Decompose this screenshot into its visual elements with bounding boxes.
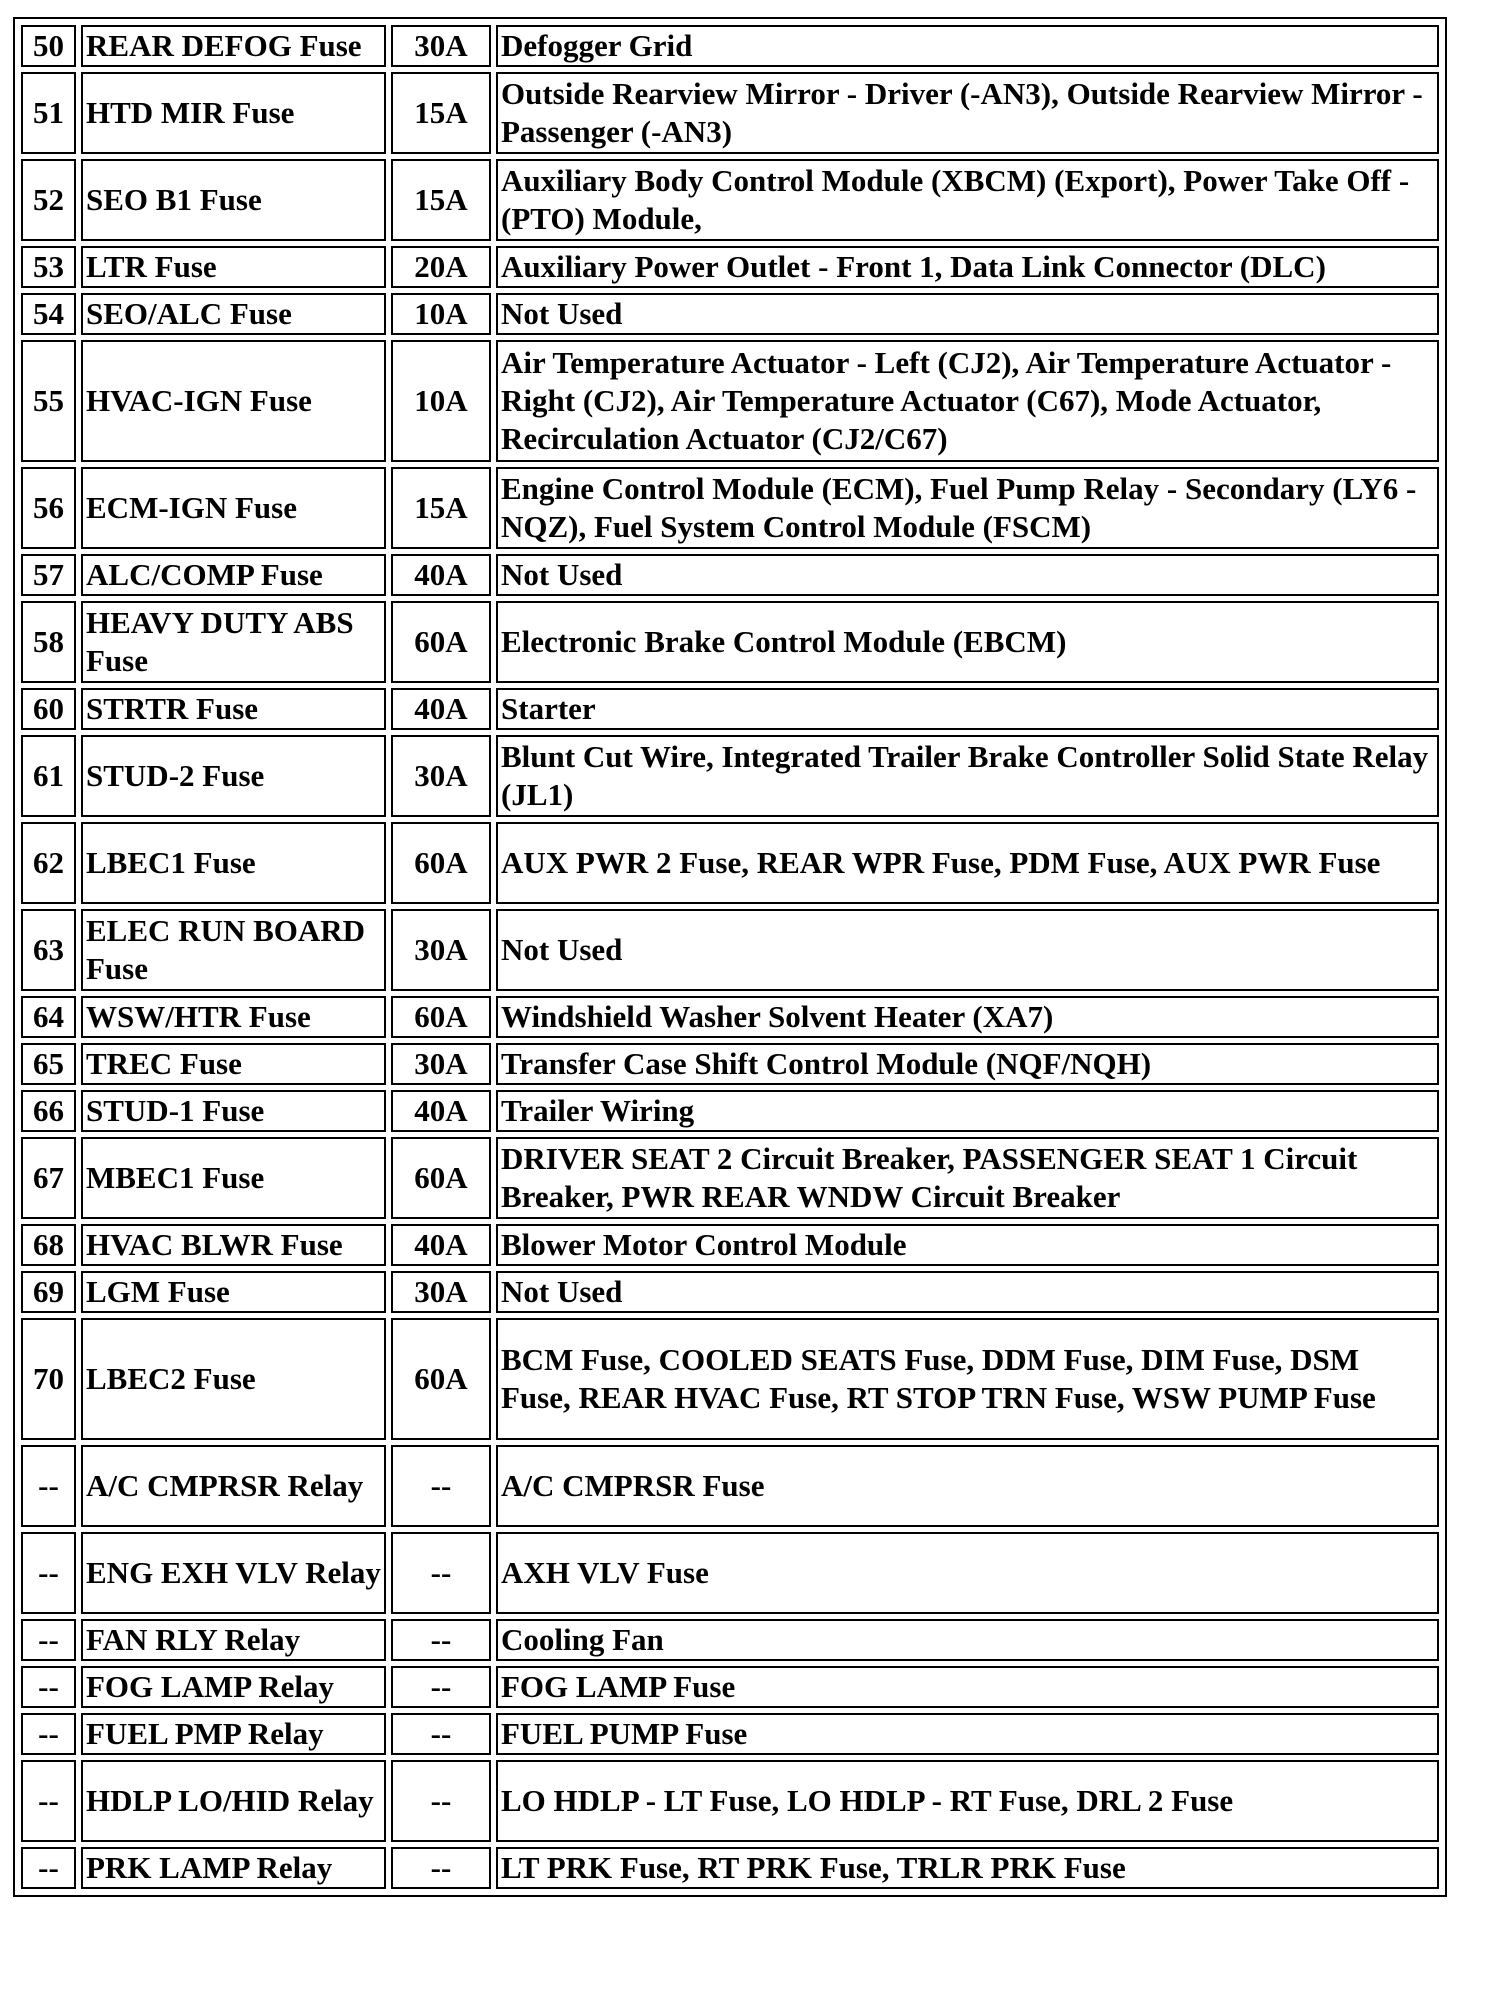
- fuse-name: LBEC1 Fuse: [81, 822, 386, 904]
- fuse-rating: 30A: [391, 1271, 491, 1313]
- fuse-rating: 40A: [391, 1090, 491, 1132]
- fuse-description: DRIVER SEAT 2 Circuit Breaker, PASSENGER SEAT 1 Circuit Breaker, PWR REAR WNDW Circuit Breaker: [496, 1137, 1439, 1219]
- fuse-name: SEO/ALC Fuse: [81, 293, 386, 335]
- fuse-name: HVAC-IGN Fuse: [81, 340, 386, 462]
- fuse-description: LO HDLP - LT Fuse, LO HDLP - RT Fuse, DRL 2 Fuse: [496, 1760, 1439, 1842]
- fuse-name: ALC/COMP Fuse: [81, 554, 386, 596]
- fuse-description: Cooling Fan: [496, 1619, 1439, 1661]
- fuse-description: Engine Control Module (ECM), Fuel Pump Relay - Secondary (LY6 -NQZ), Fuel System Control Module (FSCM): [496, 467, 1439, 549]
- fuse-description: FOG LAMP Fuse: [496, 1666, 1439, 1708]
- fuse-name: PRK LAMP Relay: [81, 1847, 386, 1889]
- fuse-rating: 20A: [391, 246, 491, 288]
- table-row: [21, 25, 1439, 67]
- fuse-name: SEO B1 Fuse: [81, 159, 386, 241]
- fuse-description: Not Used: [496, 909, 1439, 991]
- table-row: [21, 996, 1439, 1038]
- fuse-description: Defogger Grid: [496, 25, 1439, 67]
- fuse-name: LGM Fuse: [81, 1271, 386, 1313]
- fuse-number: 69: [21, 1271, 76, 1313]
- fuse-rating: 60A: [391, 996, 491, 1038]
- table-row: [21, 822, 1439, 904]
- table-row: [21, 1666, 1439, 1708]
- fuse-rating: 60A: [391, 601, 491, 683]
- fuse-description: LT PRK Fuse, RT PRK Fuse, TRLR PRK Fuse: [496, 1847, 1439, 1889]
- table-row: [21, 1619, 1439, 1661]
- fuse-number: 68: [21, 1224, 76, 1266]
- fuse-name: A/C CMPRSR Relay: [81, 1445, 386, 1527]
- fuse-number: 51: [21, 72, 76, 154]
- fuse-rating: 60A: [391, 822, 491, 904]
- fuse-rating: --: [391, 1532, 491, 1614]
- table-row: [21, 1043, 1439, 1085]
- table-row: [21, 1532, 1439, 1614]
- fuse-rating: --: [391, 1445, 491, 1527]
- fuse-rating: --: [391, 1619, 491, 1661]
- fuse-rating: 40A: [391, 688, 491, 730]
- fuse-number: --: [21, 1760, 76, 1842]
- fuse-name: FUEL PMP Relay: [81, 1713, 386, 1755]
- table-row: [21, 735, 1439, 817]
- fuse-number: 57: [21, 554, 76, 596]
- fuse-rating: 30A: [391, 735, 491, 817]
- table-row: [21, 1271, 1439, 1313]
- fuse-name: LBEC2 Fuse: [81, 1318, 386, 1440]
- fuse-number: 60: [21, 688, 76, 730]
- fuse-rating: --: [391, 1760, 491, 1842]
- fuse-description: AXH VLV Fuse: [496, 1532, 1439, 1614]
- fuse-rating: 60A: [391, 1137, 491, 1219]
- fuse-rating: 30A: [391, 909, 491, 991]
- fuse-number: 67: [21, 1137, 76, 1219]
- fuse-number: 54: [21, 293, 76, 335]
- fuse-rating: 30A: [391, 1043, 491, 1085]
- fuse-table-frame: [13, 17, 1447, 1897]
- fuse-rating: 40A: [391, 554, 491, 596]
- fuse-number: 66: [21, 1090, 76, 1132]
- table-row: [21, 293, 1439, 335]
- fuse-name: HDLP LO/HID Relay: [81, 1760, 386, 1842]
- fuse-description: Not Used: [496, 1271, 1439, 1313]
- fuse-number: --: [21, 1847, 76, 1889]
- table-row: [21, 246, 1439, 288]
- fuse-name: MBEC1 Fuse: [81, 1137, 386, 1219]
- table-row: [21, 1090, 1439, 1132]
- table-row: [21, 72, 1439, 154]
- fuse-number: 61: [21, 735, 76, 817]
- fuse-number: 70: [21, 1318, 76, 1440]
- fuse-name: FAN RLY Relay: [81, 1619, 386, 1661]
- table-row: [21, 1760, 1439, 1842]
- fuse-name: HEAVY DUTY ABS Fuse: [81, 601, 386, 683]
- fuse-number: 56: [21, 467, 76, 549]
- fuse-name: FOG LAMP Relay: [81, 1666, 386, 1708]
- fuse-number: --: [21, 1666, 76, 1708]
- table-row: [21, 1445, 1439, 1527]
- fuse-table-body: [21, 25, 1439, 1889]
- fuse-number: 52: [21, 159, 76, 241]
- fuse-description: Not Used: [496, 293, 1439, 335]
- fuse-number: --: [21, 1619, 76, 1661]
- fuse-rating: 60A: [391, 1318, 491, 1440]
- fuse-rating: 15A: [391, 159, 491, 241]
- table-row: [21, 1713, 1439, 1755]
- fuse-rating: 40A: [391, 1224, 491, 1266]
- fuse-name: ECM-IGN Fuse: [81, 467, 386, 549]
- fuse-description: Blower Motor Control Module: [496, 1224, 1439, 1266]
- fuse-description: Outside Rearview Mirror - Driver (-AN3), Outside Rearview Mirror - Passenger (-AN3): [496, 72, 1439, 154]
- fuse-rating: 10A: [391, 293, 491, 335]
- fuse-number: --: [21, 1532, 76, 1614]
- fuse-name: REAR DEFOG Fuse: [81, 25, 386, 67]
- fuse-number: 53: [21, 246, 76, 288]
- fuse-name: TREC Fuse: [81, 1043, 386, 1085]
- table-row: [21, 159, 1439, 241]
- fuse-number: 55: [21, 340, 76, 462]
- table-row: [21, 467, 1439, 549]
- fuse-name: HVAC BLWR Fuse: [81, 1224, 386, 1266]
- fuse-number: 58: [21, 601, 76, 683]
- fuse-name: LTR Fuse: [81, 246, 386, 288]
- table-row: [21, 1224, 1439, 1266]
- fuse-rating: 10A: [391, 340, 491, 462]
- fuse-name: HTD MIR Fuse: [81, 72, 386, 154]
- table-row: [21, 909, 1439, 991]
- table-row: [21, 1137, 1439, 1219]
- fuse-rating: 15A: [391, 72, 491, 154]
- fuse-number: --: [21, 1713, 76, 1755]
- fuse-description: A/C CMPRSR Fuse: [496, 1445, 1439, 1527]
- fuse-rating: 30A: [391, 25, 491, 67]
- fuse-description: Auxiliary Body Control Module (XBCM) (Export), Power Take Off - (PTO) Module,: [496, 159, 1439, 241]
- table-row: [21, 1318, 1439, 1440]
- fuse-description: Transfer Case Shift Control Module (NQF/NQH): [496, 1043, 1439, 1085]
- fuse-description: Auxiliary Power Outlet - Front 1, Data Link Connector (DLC): [496, 246, 1439, 288]
- fuse-name: STRTR Fuse: [81, 688, 386, 730]
- fuse-name: STUD-1 Fuse: [81, 1090, 386, 1132]
- fuse-description: Electronic Brake Control Module (EBCM): [496, 601, 1439, 683]
- fuse-description: Not Used: [496, 554, 1439, 596]
- fuse-description: Starter: [496, 688, 1439, 730]
- fuse-number: 65: [21, 1043, 76, 1085]
- fuse-rating: --: [391, 1666, 491, 1708]
- fuse-name: WSW/HTR Fuse: [81, 996, 386, 1038]
- fuse-rating: --: [391, 1847, 491, 1889]
- fuse-description: BCM Fuse, COOLED SEATS Fuse, DDM Fuse, DIM Fuse, DSM Fuse, REAR HVAC Fuse, RT STOP TRN Fuse, WSW PUMP Fuse: [496, 1318, 1439, 1440]
- fuse-name: STUD-2 Fuse: [81, 735, 386, 817]
- fuse-number: 62: [21, 822, 76, 904]
- table-row: [21, 340, 1439, 462]
- fuse-name: ENG EXH VLV Relay: [81, 1532, 386, 1614]
- table-row: [21, 688, 1439, 730]
- table-row: [21, 1847, 1439, 1889]
- fuse-rating: --: [391, 1713, 491, 1755]
- fuse-number: 63: [21, 909, 76, 991]
- fuse-description: Windshield Washer Solvent Heater (XA7): [496, 996, 1439, 1038]
- fuse-name: ELEC RUN BOARD Fuse: [81, 909, 386, 991]
- fuse-number: --: [21, 1445, 76, 1527]
- fuse-description: FUEL PUMP Fuse: [496, 1713, 1439, 1755]
- table-row: [21, 601, 1439, 683]
- table-row: [21, 554, 1439, 596]
- fuse-description: Air Temperature Actuator - Left (CJ2), Air Temperature Actuator - Right (CJ2), Air Temperature Actuator (C67), Mode Actuator, Recirculation Actuator (CJ2/C67): [496, 340, 1439, 462]
- fuse-table: [16, 20, 1444, 1894]
- fuse-number: 64: [21, 996, 76, 1038]
- fuse-description: Trailer Wiring: [496, 1090, 1439, 1132]
- fuse-number: 50: [21, 25, 76, 67]
- fuse-description: Blunt Cut Wire, Integrated Trailer Brake Controller Solid State Relay (JL1): [496, 735, 1439, 817]
- fuse-rating: 15A: [391, 467, 491, 549]
- fuse-description: AUX PWR 2 Fuse, REAR WPR Fuse, PDM Fuse, AUX PWR Fuse: [496, 822, 1439, 904]
